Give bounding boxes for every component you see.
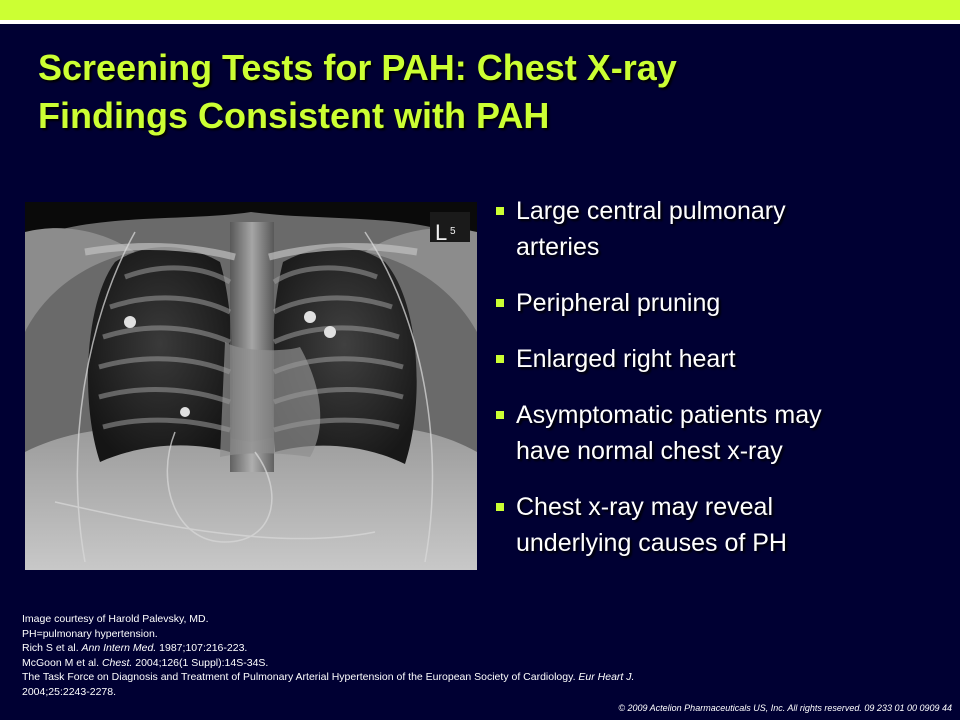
bullet-line-1: Asymptomatic patients may (516, 401, 822, 429)
bullet-line-1: Chest x-ray may reveal (516, 493, 774, 521)
list-item (496, 193, 936, 265)
square-bullet-icon (496, 411, 504, 419)
reference-task-force (22, 670, 822, 685)
bullet-line-2: underlying causes of PH (516, 529, 787, 557)
square-bullet-icon (496, 299, 504, 307)
reference-mcgoon (22, 656, 822, 671)
xray-side-marker-digit: 5 (450, 226, 456, 237)
slide-title-line-1: Screening Tests for PAH: Chest X-ray (38, 47, 677, 88)
bullet-line-1: Enlarged right heart (516, 345, 736, 373)
slide-title-line-2: Findings Consistent with PAH (38, 95, 550, 136)
reference-authors: The Task Force on Diagnosis and Treatment of Pulmonary Arterial Hypertension of the European Society of Cardiology. (22, 671, 579, 683)
copyright-notice: © 2009 Actelion Pharmaceuticals US, Inc. All rights reserved. 09 233 01 00 0909 44 (618, 703, 952, 713)
reference-authors: Rich S et al. (22, 642, 82, 654)
list-item (496, 489, 936, 561)
reference-task-force-citation: 2004;25:2243-2278. (22, 685, 117, 698)
list-item (496, 341, 936, 377)
list-item (496, 285, 936, 321)
reference-rich (22, 641, 822, 656)
reference-citation: 1987;107:216-223. (156, 642, 248, 654)
bullet-line-2: arteries (516, 233, 600, 261)
reference-journal: Ann Intern Med. (81, 642, 157, 654)
reference-abbreviation: PH=pulmonary hypertension. (22, 627, 158, 640)
chest-xray-image (25, 202, 477, 570)
reference-citation: 2004;126(1 Suppl):14S-34S. (132, 656, 269, 669)
reference-journal: Chest. (101, 656, 133, 669)
chest-xray-graphic (25, 202, 477, 570)
bullet-line-1: Peripheral pruning (516, 289, 721, 317)
xray-side-marker: L (435, 220, 448, 245)
findings-list (496, 193, 936, 581)
top-divider-line (0, 20, 960, 24)
reference-authors: McGoon M et al. (22, 656, 102, 669)
bullet-line-2: have normal chest x-ray (516, 437, 783, 465)
top-accent-bar (0, 0, 960, 20)
references (22, 612, 822, 699)
bullet-line-1: Large central pulmonary (516, 197, 786, 225)
list-item (496, 397, 936, 469)
reference-image-credit: Image courtesy of Harold Palevsky, MD. (22, 613, 209, 625)
reference-journal: Eur Heart J. (578, 671, 635, 683)
square-bullet-icon (496, 207, 504, 215)
slide-title (38, 44, 918, 140)
square-bullet-icon (496, 355, 504, 363)
square-bullet-icon (496, 503, 504, 511)
